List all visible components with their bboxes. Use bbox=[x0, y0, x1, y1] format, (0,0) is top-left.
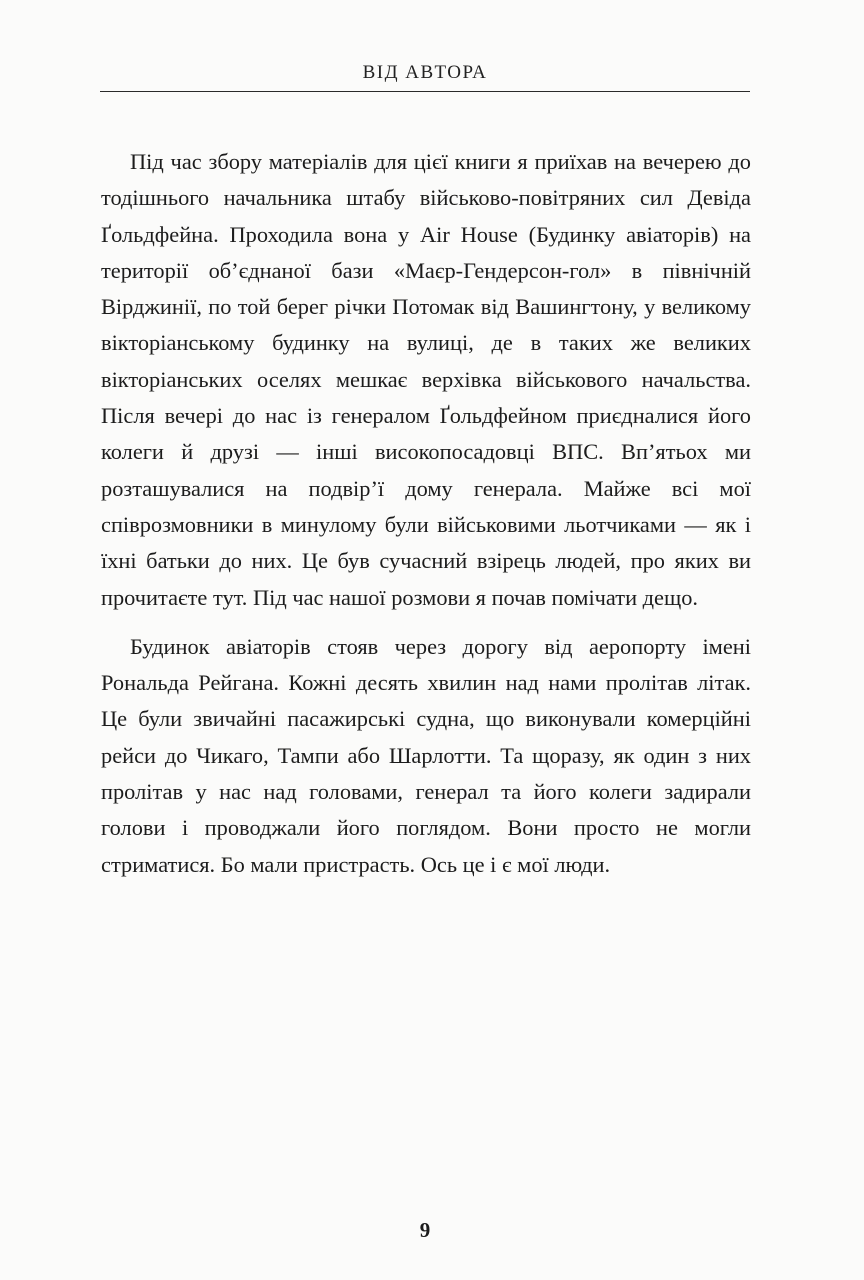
body-text bbox=[101, 144, 751, 883]
page-number: 9 bbox=[419, 1218, 431, 1242]
running-head: ВІД АВТОРА bbox=[362, 62, 488, 83]
paragraph: Під час збору матеріалів для цієї книги я приїхав на вечерею до тодішнього начальника штабу військово-повітряних сил Девіда Ґольдфейна. Проходила вона у Air House (Будинку авіаторів) на території об’єднаної бази «Маєр-Гендерсон-гол» в північній Вірджинії, по той берег річки Потомак від Вашингтону, у великому вікторіанському будинку на вулиці, де в таких же великих вікторіанських оселях мешкає верхівка військового начальства. Після вечері до нас із генералом Ґольдфейном приєдналися його колеги й друзі — інші високопосадовці ВПС. Вп’ятьох ми розташувалися на подвір’ї дому генерала. Майже всі мої співрозмовники в минулому були військовими льотчиками — як і їхні батьки до них. Це був сучасний взірець людей, про яких ви прочитаєте тут. Під час нашої розмови я почав помічати дещо. bbox=[101, 149, 751, 610]
header-rule bbox=[100, 91, 750, 92]
paragraph: Будинок авіаторів стояв через дорогу від аеропорту імені Рональда Рейгана. Кожні десять хвилин над нами пролітав літак. Це були звичайні пасажирські судна, що виконували комерційні рейси до Чикаго, Тампи або Шарлотти. Та щоразу, як один з них пролітав у нас над головами, генерал та його колеги задирали голови і проводжали його поглядом. Вони просто не могли стриматися. Бо мали пристрасть. Ось це і є мої люди. bbox=[101, 633, 751, 877]
